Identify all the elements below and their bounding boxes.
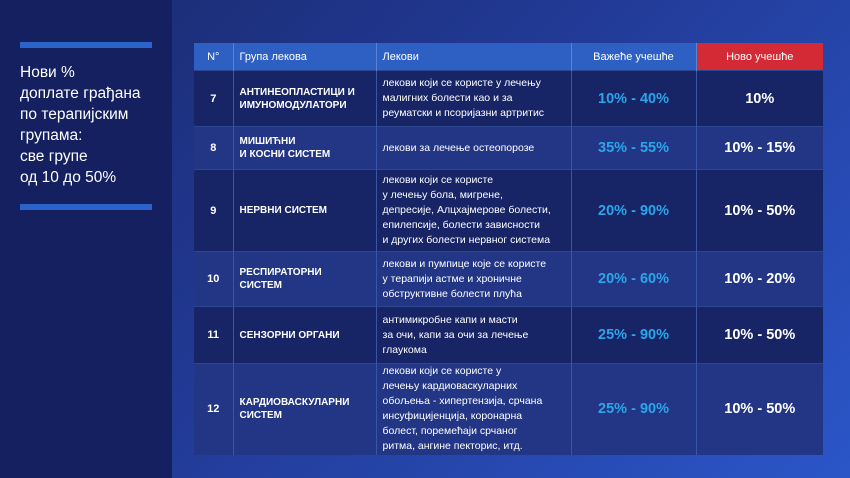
row-drug-group: МИШИЋНИ И КОСНИ СИСТЕМ bbox=[233, 127, 376, 170]
row-number: 8 bbox=[194, 127, 233, 170]
sidebar-panel bbox=[0, 0, 172, 478]
table-row bbox=[194, 170, 823, 252]
row-number: 12 bbox=[194, 364, 233, 455]
row-number: 10 bbox=[194, 252, 233, 307]
row-number: 9 bbox=[194, 170, 233, 252]
table-row bbox=[194, 127, 823, 170]
row-new-copay: 10% - 50% bbox=[696, 170, 823, 252]
row-current-copay: 20% - 60% bbox=[571, 252, 696, 307]
header-current-copay: Важеће учешће bbox=[571, 43, 696, 71]
row-drugs: лекови и пумпице које се користе у терапији астме и хроничне обструктивне болести плућа bbox=[376, 252, 571, 307]
row-drugs: лекови који се користе у лечењу кардиоваскуларних обољења - хипертензија, срчана инсуфицијенција, коронарна болест, поремећаји срчаног ритма, ангине пекторис, итд. bbox=[376, 364, 571, 455]
row-drugs: лекови који се користе у лечењу бола, мигрене, депресије, Алцхајмерове болести, епилепсије, болести зависности и других болести нервног система bbox=[376, 170, 571, 252]
sidebar-accent-bar-top bbox=[20, 42, 152, 48]
row-number: 11 bbox=[194, 307, 233, 364]
row-current-copay: 25% - 90% bbox=[571, 364, 696, 455]
row-current-copay: 10% - 40% bbox=[571, 71, 696, 127]
row-drugs: лекови који се користе у лечењу малигних болести као и за реуматски и псоријазни артритис bbox=[376, 71, 571, 127]
row-current-copay: 35% - 55% bbox=[571, 127, 696, 170]
table-header-row bbox=[194, 43, 823, 71]
row-drug-group: НЕРВНИ СИСТЕМ bbox=[233, 170, 376, 252]
header-new-copay: Ново учешће bbox=[696, 43, 823, 71]
row-new-copay: 10% - 15% bbox=[696, 127, 823, 170]
row-drug-group: РЕСПИРАТОРНИ СИСТЕМ bbox=[233, 252, 376, 307]
header-drug-group: Група лекова bbox=[233, 43, 376, 71]
copayment-table bbox=[194, 43, 823, 455]
row-new-copay: 10% - 50% bbox=[696, 307, 823, 364]
row-new-copay: 10% - 20% bbox=[696, 252, 823, 307]
row-new-copay: 10% - 50% bbox=[696, 364, 823, 455]
row-current-copay: 20% - 90% bbox=[571, 170, 696, 252]
table-row bbox=[194, 252, 823, 307]
sidebar-accent-bar-bottom bbox=[20, 204, 152, 210]
row-drug-group: АНТИНЕОПЛАСТИЦИ И ИМУНОМОДУЛАТОРИ bbox=[233, 71, 376, 127]
table-row bbox=[194, 307, 823, 364]
table-row bbox=[194, 71, 823, 127]
table-row bbox=[194, 364, 823, 455]
row-number: 7 bbox=[194, 71, 233, 127]
row-drugs: лекови за лечење остеопорозе bbox=[376, 127, 571, 170]
header-number: N° bbox=[194, 43, 233, 71]
row-current-copay: 25% - 90% bbox=[571, 307, 696, 364]
row-drugs: антимикробне капи и масти за очи, капи за очи за лечење глаукома bbox=[376, 307, 571, 364]
row-drug-group: СЕНЗОРНИ ОРГАНИ bbox=[233, 307, 376, 364]
header-drugs: Лекови bbox=[376, 43, 571, 71]
sidebar-title: Нови % доплате грађана по терапијским групама: све групе од 10 до 50% bbox=[20, 64, 141, 186]
row-new-copay: 10% bbox=[696, 71, 823, 127]
row-drug-group: КАРДИОВАСКУЛАРНИ СИСТЕМ bbox=[233, 364, 376, 455]
